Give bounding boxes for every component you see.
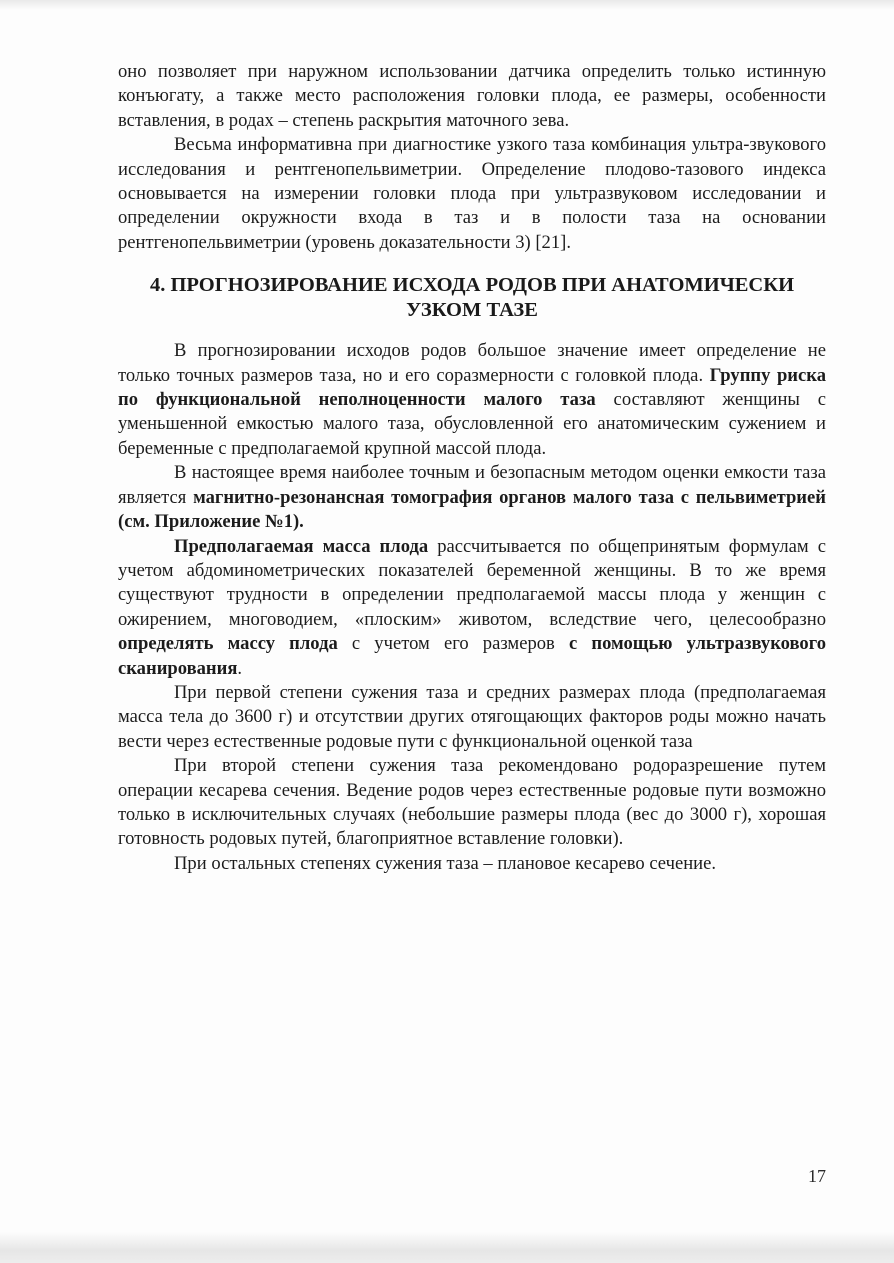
page-number: 17 [808,1166,826,1186]
prognosis-bold-risk-group: Группу риска по функциональной неполноценности малого таза [118,364,826,411]
mass-text-2: с учетом его размеров [337,633,569,655]
scan-edge-bottom [0,1232,894,1263]
paragraph-combination: Весьма информативна при диагностике узкого таза комбинация ультра-звукового исследования и рентгенопельвиметрии. Определение плодово-тазового индекса основывается на измерении головки плода при ультразвуковом исследовании и определении окружности входа в таз и в полости таза на основании рентгенопельвиметрии (уровень доказательности 3) [21]. [118,134,826,253]
scan-edge-top [0,0,894,10]
paragraph-prognosis [118,339,826,461]
mri-bold-method: магнитно-резонансная томография органов малого таза с пельвиметрией (см. Приложение №1). [118,486,826,533]
page-body [118,60,826,876]
paragraph-first-degree: При первой степени сужения таза и средних размерах плода (предполагаемая масса тела до 3600 г) и отсутствии других отягощающих факторов роды можно начать вести через естественные родовые пути с функциональной оценкой таза [118,681,826,752]
paragraph-other-degrees: При остальных степенях сужения таза – плановое кесарево сечение. [174,852,716,874]
prognosis-text-1: В прогнозировании исходов родов большое значение имеет определение не только точных размеров таза, но и его соразмерности с головкой плода. [118,340,826,386]
mass-text-1: рассчитывается по общепринятым формулам с учетом абдоминометрических показателей беременной женщины. В то же время существуют трудности в определении предполагаемой массы плода у женщин с ожирением, многоводием, «плоским» животом, вследствие чего, целесообразно [118,535,826,630]
mass-bold-determine: определять массу плода [118,633,338,655]
paragraph-fetal-mass [118,535,826,681]
paragraph-intro: оно позволяет при наружном использовании датчика определить только истинную конъюгату, а также место расположения головки плода, ее размеры, особенности вставления, в родах – степень раскрытия маточного зева. [118,61,826,131]
mri-text-1: В настоящее время наиболее точным и безопасным методом оценки емкости таза является [118,462,826,508]
paragraph-second-degree: При второй степени сужения таза рекомендовано родоразрешение путем операции кесарева сечения. Ведение родов через естественные родовые пути возможно только в исключительных случаях (небольшие размеры плода (вес до 3000 г), хорошая готовность родовых путей, благоприятное вставление головки). [118,755,826,850]
prognosis-text-2: составляют женщины с уменьшенной емкостью малого таза, обусловленной его анатомическим сужением и беременные с предполагаемой крупной массой плода. [118,389,826,459]
section-heading: 4. ПРОГНОЗИРОВАНИЕ ИСХОДА РОДОВ ПРИ АНАТОМИЧЕСКИ УЗКОМ ТАЗЕ [149,274,795,322]
mass-text-3: . [237,657,243,679]
paragraph-mri [118,461,826,534]
mass-bold-estimated: Предполагаемая масса плода [174,535,429,557]
mass-bold-ultrasound: с помощью ультразвукового сканирования [118,633,826,679]
